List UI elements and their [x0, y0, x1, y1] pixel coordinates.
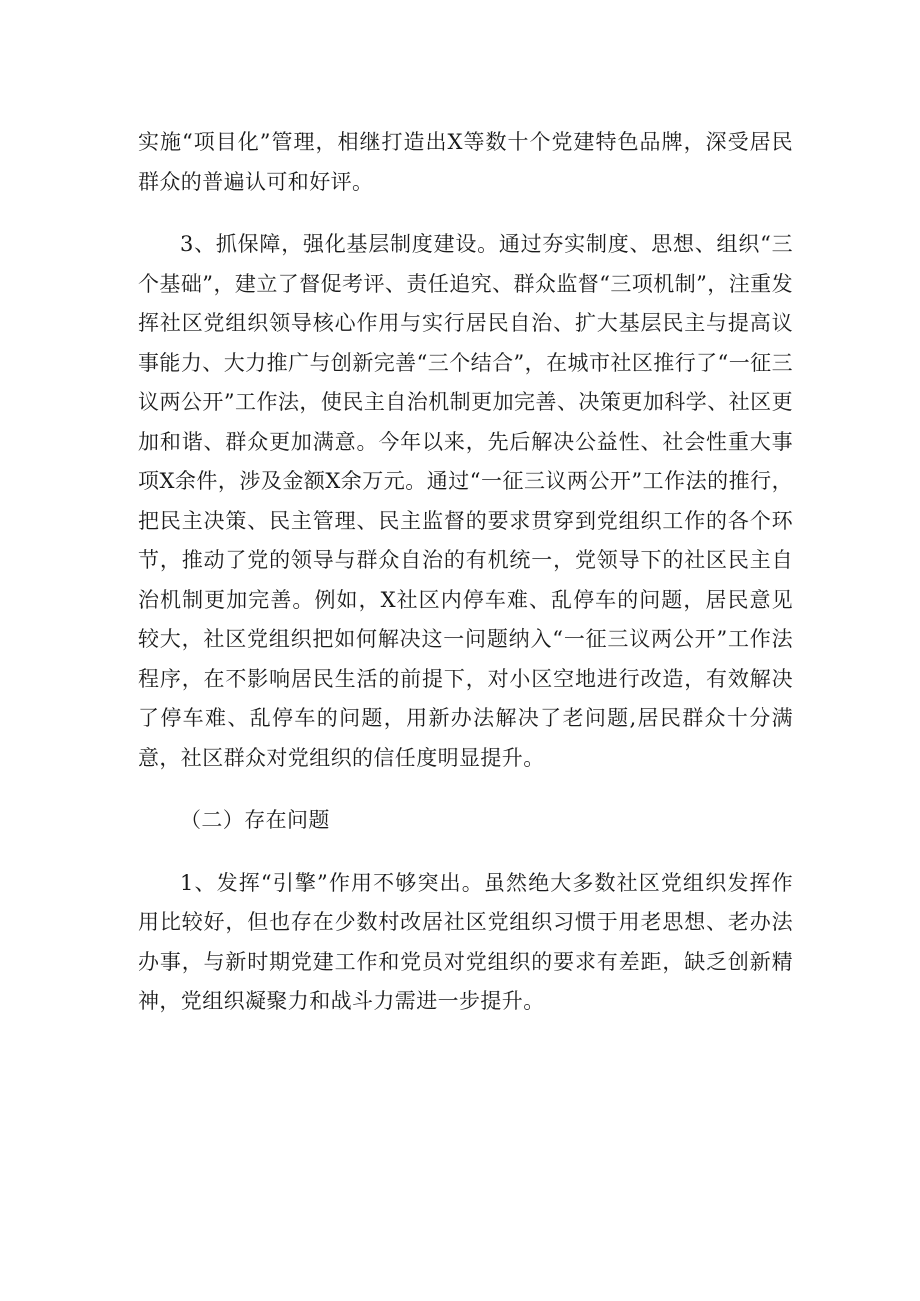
section-heading: （二）存在问题 [180, 808, 330, 832]
paragraph-continuation: 实施“项目化”管理，相继打造出X等数十个党建特色品牌，深受居民群众的普遍认可和好评。 [138, 130, 793, 194]
paragraph-safeguard-system: 3、抓保障，强化基层制度建设。通过夯实制度、思想、组织“三个基础”，建立了督促考评、责任追究、群众监督“三项机制”，注重发挥社区党组织领导核心作用与实行居民自治、扩大基层民主与提高议事能力、大力推广与创新完善“三个结合”，在城市社区推行了“一征三议两公开”工作法，使民主自治机制更加完善、决策更加科学、社区更加和谐、群众更加满意。今年以来，先后解决公益性、社会性重大事项X余件，涉及金额X余万元。通过“一征三议两公开”工作法的推行，把民主决策、民主管理、民主监督的要求贯穿到党组织工作的各个环节，推动了党的领导与群众自治的有机统一，党领导下的社区民主自治机制更加完善。例如，X社区内停车难、乱停车的问题，居民意见较大，社区党组织把如何解决这一问题纳入“一征三议两公开”工作法程序，在不影响居民生活的前提下，对小区空地进行改造，有效解决了停车难、乱停车的问题，用新办法解决了老问题,居民群众十分满意，社区群众对党组织的信任度明显提升。 [138, 232, 793, 770]
paragraph-issue: 1、发挥“引擎”作用不够突出。虽然绝大多数社区党组织发挥作用比较好，但也存在少数村改居社区党组织习惯于用老思想、老办法办事，与新时期党建工作和党员对党组织的要求有差距，缺乏创新精神，党组织凝聚力和战斗力需进一步提升。 [138, 870, 793, 1013]
document-body [138, 123, 793, 1045]
